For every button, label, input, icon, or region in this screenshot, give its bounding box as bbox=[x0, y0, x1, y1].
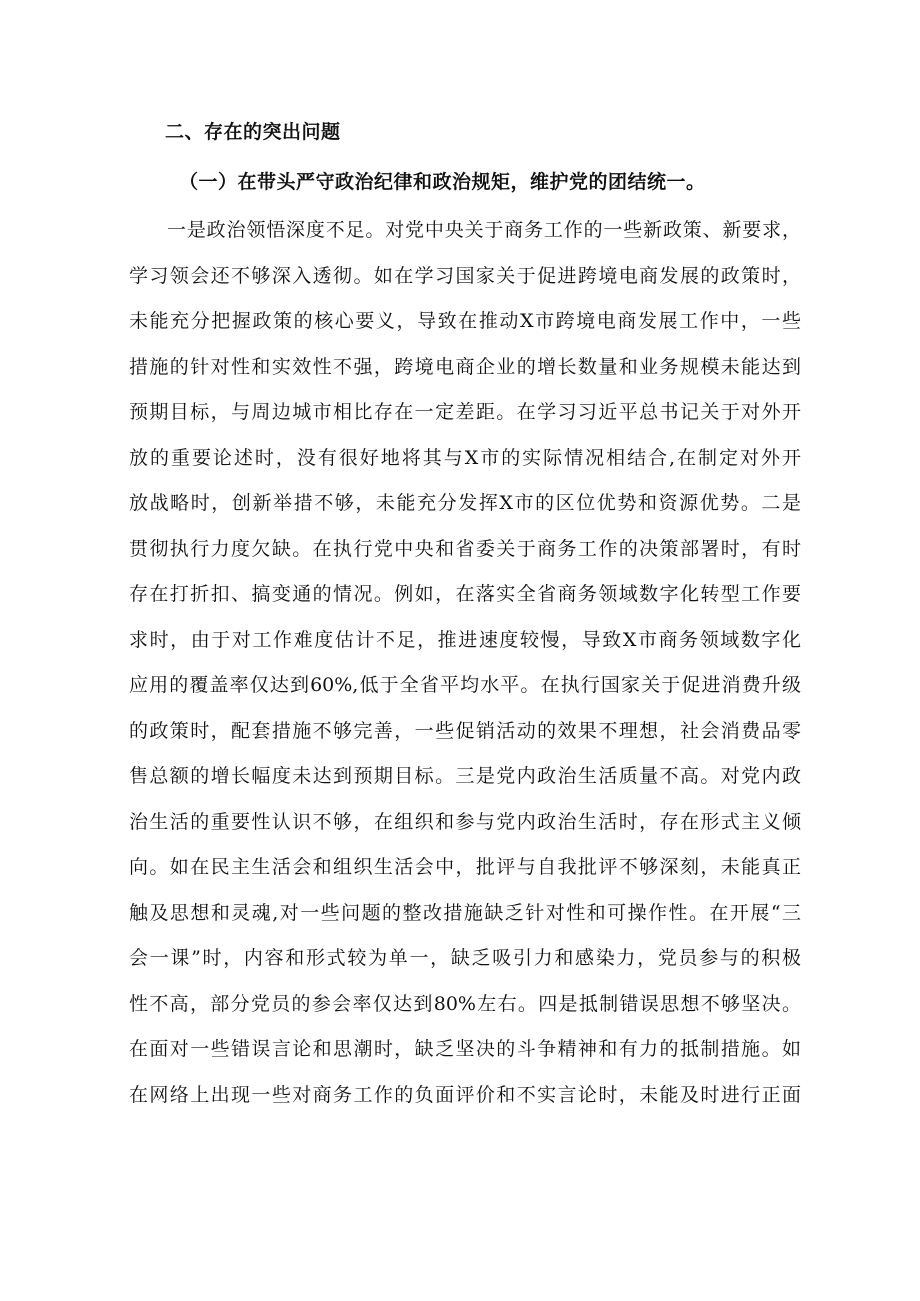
paragraph-line: 一是政治领悟深度不足。对党中央关于商务工作的一些新政策、新要求， bbox=[167, 219, 801, 241]
sub-heading: （一）在带头严守政治纪律和政治规矩，维护党的团结统一。 bbox=[179, 171, 706, 193]
paragraph-line: 在面对一些错误言论和思潮时，缺乏坚决的斗争精神和有力的抵制措施。如 bbox=[129, 1038, 801, 1060]
paragraph-line: 未能充分把握政策的核心要义，导致在推动X市跨境电商发展工作中，一些 bbox=[129, 310, 801, 332]
section-heading: 二、存在的突出问题 bbox=[165, 121, 341, 143]
paragraph-line: 存在打折扣、搞变通的情况。例如，在落实全省商务领域数字化转型工作要 bbox=[129, 583, 801, 605]
paragraph-line: 会一课”时，内容和形式较为单一，缺乏吸引力和感染力，党员参与的积极 bbox=[129, 947, 801, 969]
paragraph-line: 在网络上出现一些对商务工作的负面评价和不实言论时，未能及时进行正面 bbox=[129, 1083, 801, 1106]
paragraph-line: 的政策时，配套措施不够完善，一些促销活动的效果不理想，社会消费品零 bbox=[129, 719, 801, 742]
paragraph-line: 售总额的增长幅度未达到预期目标。三是党内政治生活质量不高。对党内政 bbox=[129, 765, 801, 787]
paragraph-line: 放的重要论述时，没有很好地将其与X市的实际情况相结合,在制定对外开 bbox=[129, 446, 801, 469]
body-paragraph bbox=[129, 208, 801, 1118]
paragraph-line: 措施的针对性和实效性不强，跨境电商企业的增长数量和业务规模未能达到 bbox=[129, 355, 801, 378]
paragraph-line: 预期目标，与周边城市相比存在一定差距。在学习习近平总书记关于对外开 bbox=[129, 401, 801, 423]
paragraph-line: 贯彻执行力度欠缺。在执行党中央和省委关于商务工作的决策部署时，有时 bbox=[129, 537, 801, 560]
paragraph-line: 学习领会还不够深入透彻。如在学习国家关于促进跨境电商发展的政策时， bbox=[129, 264, 801, 287]
paragraph-line: 求时，由于对工作难度估计不足，推进速度较慢，导致X市商务领域数字化 bbox=[129, 628, 801, 651]
paragraph-line: 治生活的重要性认识不够，在组织和参与党内政治生活时，存在形式主义倾 bbox=[129, 810, 801, 833]
paragraph-line: 应用的覆盖率仅达到60%,低于全省平均水平。在执行国家关于促进消费升级 bbox=[129, 674, 801, 696]
paragraph-line: 触及思想和灵魂,对一些问题的整改措施缺乏针对性和可操作性。在开展“三 bbox=[129, 901, 801, 924]
paragraph-line: 放战略时，创新举措不够，未能充分发挥X市的区位优势和资源优势。二是 bbox=[129, 492, 801, 514]
paragraph-line: 性不高，部分党员的参会率仅达到80%左右。四是抵制错误思想不够坚决。 bbox=[129, 992, 801, 1015]
paragraph-line: 向。如在民主生活会和组织生活会中，批评与自我批评不够深刻，未能真正 bbox=[129, 856, 801, 878]
